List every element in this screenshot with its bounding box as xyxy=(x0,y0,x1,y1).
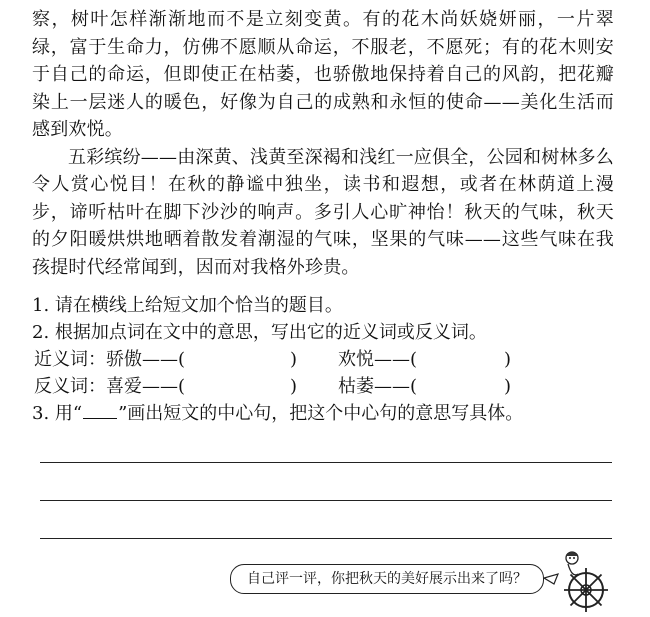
self-check-text: 自己评一评，你把秋天的美好展示出来了吗？ xyxy=(247,571,527,587)
reading-passage xyxy=(32,6,614,281)
passage-paragraph-1: 察，树叶怎样渐渐地而不是立刻变黄。有的花木尚妖娆妍丽，一片翠绿，富于生命力，仿佛不愿顺从命运，不服老，不愿死；有的花木则安于自己的命运，但即使正在枯萎，也骄傲地保持着自己的风韵，把花瓣染上一层迷人的暖色，好像为自己的成熟和永恒的使命——美化生活而感到欢悦。 xyxy=(32,9,614,140)
antonym-row xyxy=(32,373,622,400)
question-3 xyxy=(32,400,622,427)
question-3-rest: ”画出短文的中心句，把这个中心句的意思写具体。 xyxy=(118,403,524,424)
answer-line-3[interactable] xyxy=(40,538,612,539)
antonym-close-2: ) xyxy=(504,376,512,397)
question-list xyxy=(32,292,622,427)
self-check-bubble xyxy=(230,564,544,594)
antonym-word-2: 枯萎——( xyxy=(338,376,418,397)
synonym-close-2: ) xyxy=(504,349,512,370)
question-3-lead: 3. 用“ xyxy=(32,403,83,424)
synonym-word-2: 欢悦——( xyxy=(338,349,418,370)
underline-symbol xyxy=(83,402,117,419)
answer-line-1[interactable] xyxy=(40,462,612,463)
mascot-ship-wheel-icon xyxy=(544,548,614,614)
question-1: 1. 请在横线上给短文加个恰当的题目。 xyxy=(32,295,343,316)
antonym-close-1: ) xyxy=(290,376,298,397)
question-2: 2. 根据加点词在文中的意思，写出它的近义词或反义词。 xyxy=(32,322,487,343)
antonym-label: 反义词：喜爱——( xyxy=(34,376,186,397)
synonym-label: 近义词：骄傲——( xyxy=(34,349,186,370)
passage-paragraph-2: 五彩缤纷——由深黄、浅黄至深褐和浅红一应俱全，公园和树林多么令人赏心悦目！在秋的静谧中独坐，读书和遐想，或者在林荫道上漫步，谛听枯叶在脚下沙沙的响声。多引人心旷神怡！秋天的气味，秋天的夕阳暖烘烘地晒着散发着潮湿的气味，坚果的气味——这些气味在我孩提时代经常闻到，因而对我格外珍贵。 xyxy=(32,146,614,278)
synonym-row xyxy=(32,346,622,373)
synonym-close-1: ) xyxy=(290,349,298,370)
answer-line-2[interactable] xyxy=(40,500,612,501)
